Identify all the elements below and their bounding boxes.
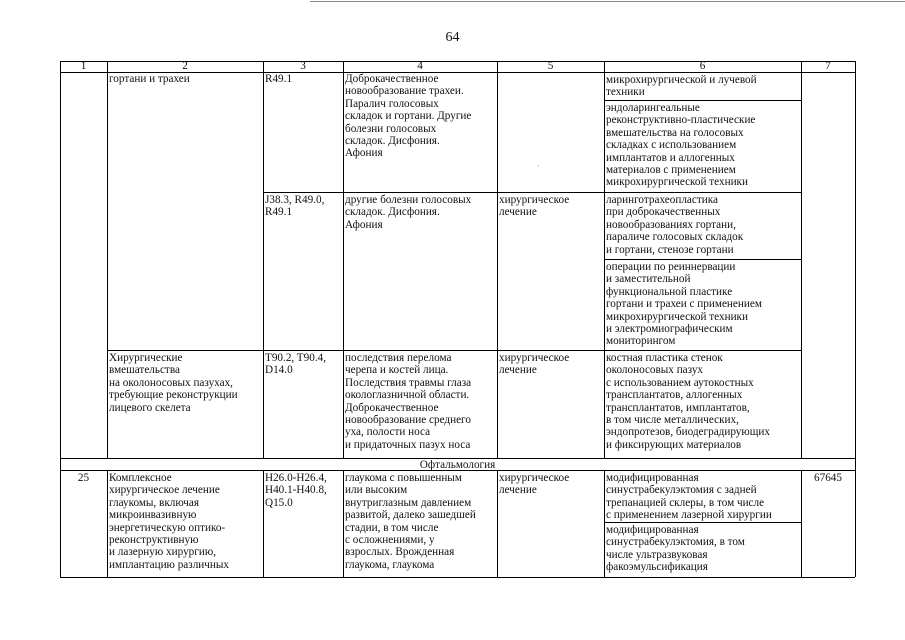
treatment-method-cell: костная пластика стенок околоносовых пазух с использованием аутокостных трансплантатов, аллогенных трансплантатов, имплантатов, в том числе металлических, эндопротезов, биодеградирующих и фиксирующих материалов [606,352,770,451]
header-col-6: 6 [699,60,706,72]
treatment-method-cell: микрохирургической и лучевой техники [606,74,757,99]
icd-code-cell: T90.2, T90.4, D14.0 [265,352,327,377]
icd-code-cell: J38.3, R49.0, R49.1 [265,194,325,219]
treatment-method-cell: эндоларингеальные реконструктивно-пластические вмешательства на голосовых складках с использованием имплантатов и аллогенных материалов с применением микрохирургической техники [606,102,756,189]
method-name-cell: Комплексное хирургическое лечение глаукомы, включая микроинвазивную энергетическую оптико- реконструктивную и лазерную хирургию, имплантацию различных [109,472,229,571]
col-divider [801,470,802,577]
table-bottom-border [60,577,855,578]
header-col-1: 1 [80,60,87,72]
page-number: 64 [445,30,460,45]
treatment-type-cell: хирургическое лечение [499,472,570,497]
treatment-type-cell: хирургическое лечение [499,352,570,377]
table-right-border [855,61,856,577]
diagnosis-cell: другие болезни голосовых складок. Дисфония. Афония [345,194,472,231]
row-number-cell: 25 [77,472,90,484]
method-name-cell: гортани и трахеи [109,73,190,85]
col-divider [343,61,344,458]
diagnosis-cell: Доброкачественное новообразование трахеи. Паралич голосовых складок и гортани. Другие болезни голосовых складок. Дисфония. Афония [345,73,472,160]
col6-divider [604,522,801,523]
treatment-method-cell: ларинготрахеопластика при доброкачественных новообразованиях гортани, параличе голосовых складок и гортани, стенозе гортани [606,194,744,256]
treatment-method-cell: операции по реиннервации и заместительной функциональной пластике гортани и трахеи с применением микрохирургической техники и электромиографическим мониторингом [606,261,762,348]
section-title: Офтальмология [419,459,496,471]
col-divider [107,61,108,458]
treatment-method-cell: модифицированная синустрабекулэктомия с задней трепанацией склеры, в том числе с применением лазерной хирургии [606,472,772,522]
col-divider [107,470,108,577]
col-divider [263,61,264,458]
col-divider [497,470,498,577]
icd-code-cell: H26.0-H26.4, H40.1-H40.8, Q15.0 [265,472,327,509]
header-col-2: 2 [182,60,188,72]
method-name-cell: Хирургические вмешательства на околоносовых пазухах, требующие реконструкции лицевого скелета [109,352,238,414]
header-col-5: 5 [547,60,554,72]
row-divider [107,350,801,351]
col-divider [801,61,802,458]
col6-divider [604,100,801,101]
col-divider [604,470,605,577]
col-divider [604,61,605,458]
diagnosis-cell: глаукома с повышенным или высоким внутриглазным давлением развитой, далеко зашедшей стадии, в том числе с осложнениями, у взрослых. Врожденная глаукома, глаукома [345,472,476,571]
treatment-type-cell: хирургическое лечение [499,194,570,219]
scan-mark: · [537,162,540,171]
icd-code-cell: R49.1 [265,73,293,85]
col-divider [497,61,498,458]
treatment-method-cell: модифицированная синустрабекулэктомия, в том числе ультразвуковая факоэмульсификация [606,524,745,574]
cost-cell: 67645 [814,472,842,484]
table-left-border [60,61,61,577]
diagnosis-cell: последствия перелома черепа и костей лица. Последствия травмы глаза окологлазничной области. Доброкачественное новообразование среднего уха, полости носа и придаточных пазух носа [345,352,472,451]
col-divider [263,470,264,577]
header-col-3: 3 [300,60,306,72]
header-col-7: 7 [825,60,831,72]
header-col-4: 4 [417,60,423,72]
col6-divider [604,259,801,260]
col-divider [343,470,344,577]
